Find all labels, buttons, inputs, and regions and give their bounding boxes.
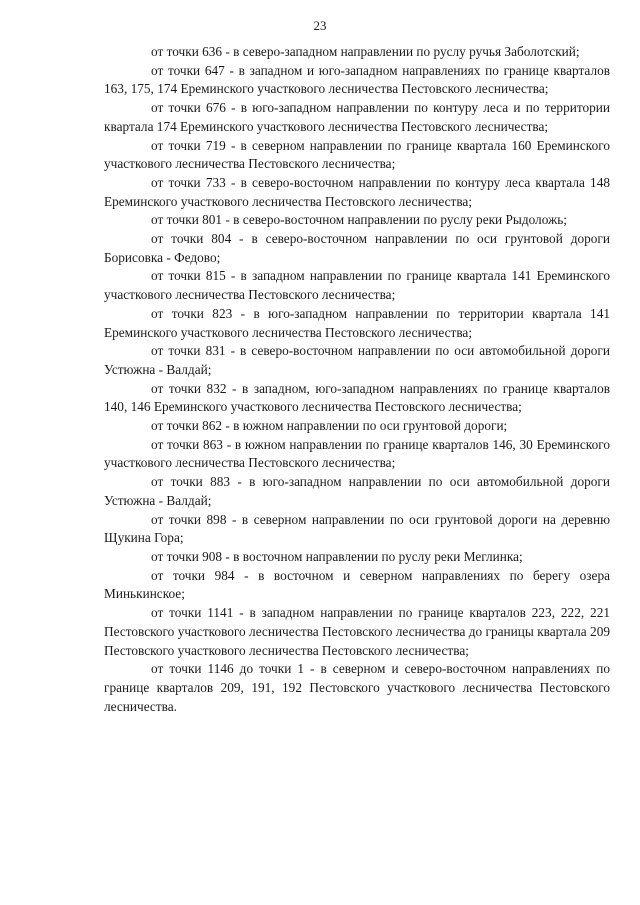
boundary-paragraph: от точки 863 - в южном направлении по границе кварталов 146, 30 Ереминского участкового лесничества Пестовского лесничества; [104,436,610,471]
boundary-paragraph: от точки 1146 до точки 1 - в северном и северо-восточном направлениях по границе кварталов 209, 191, 192 Пестовского участкового лесничества Пестовского лесничества. [104,661,610,714]
boundary-paragraph: от точки 831 - в северо-восточном направлении по оси автомобильной дороги Устюжна - Валдай; [104,343,610,377]
boundary-paragraph: от точки 801 - в северо-восточном направлении по руслу реки Рыдоложь; [151,212,567,228]
boundary-paragraph: от точки 984 - в восточном и северном направлениях по берегу озера Минькинское; [104,567,610,602]
boundary-paragraph: от точки 908 - в восточном направлении по руслу реки Меглинка; [151,548,523,564]
document-body [104,43,610,716]
boundary-paragraph: от точки 862 - в южном направлении по оси грунтовой дороги; [151,418,508,434]
page-number: 23 [313,18,327,33]
boundary-paragraph: от точки 719 - в северном направлении по границе квартала 160 Ереминского участкового лесничества Пестовского лесничества; [104,137,610,172]
boundary-paragraph: от точки 1141 - в западном направлении по границе кварталов 223, 222, 221 Пестовского участкового лесничества Пестовского лесничества до границы квартала 209 Пестовского участкового лесничества Пестовского лесничества; [104,605,610,658]
boundary-paragraph: от точки 733 - в северо-восточном направлении по контуру леса квартала 148 Ереминского участкового лесничества Пестовского лесничества; [104,174,610,209]
boundary-paragraph: от точки 676 - в юго-западном направлении по контуру леса и по территории квартала 174 Ереминского участкового лесничества Пестовского лесничества; [104,100,610,134]
boundary-paragraph: от точки 804 - в северо-восточном направлении по оси грунтовой дороги Борисовка - Федово; [104,231,610,265]
boundary-paragraph: от точки 823 - в юго-западном направлении по территории квартала 141 Ереминского участкового лесничества Пестовского лесничества; [104,305,610,340]
boundary-paragraph: от точки 832 - в западном, юго-западном направлениях по границе кварталов 140, 146 Ереминского участкового лесничества Пестовского лесничества; [104,380,610,415]
boundary-paragraph: от точки 647 - в западном и юго-западном направлениях по границе кварталов 163, 175, 174 Ереминского участкового лесничества Пестовского лесничества; [104,62,610,97]
boundary-paragraph: от точки 815 - в западном направлении по границе квартала 141 Ереминского участкового лесничества Пестовского лесничества; [104,268,610,303]
boundary-paragraph: от точки 636 - в северо-западном направлении по руслу ручья Заболотский; [151,44,580,59]
boundary-paragraph: от точки 883 - в юго-западном направлении по оси автомобильной дороги Устюжна - Валдай; [104,474,610,508]
boundary-paragraph: от точки 898 - в северном направлении по оси грунтовой дороги на деревню Щукина Гора; [104,511,610,546]
